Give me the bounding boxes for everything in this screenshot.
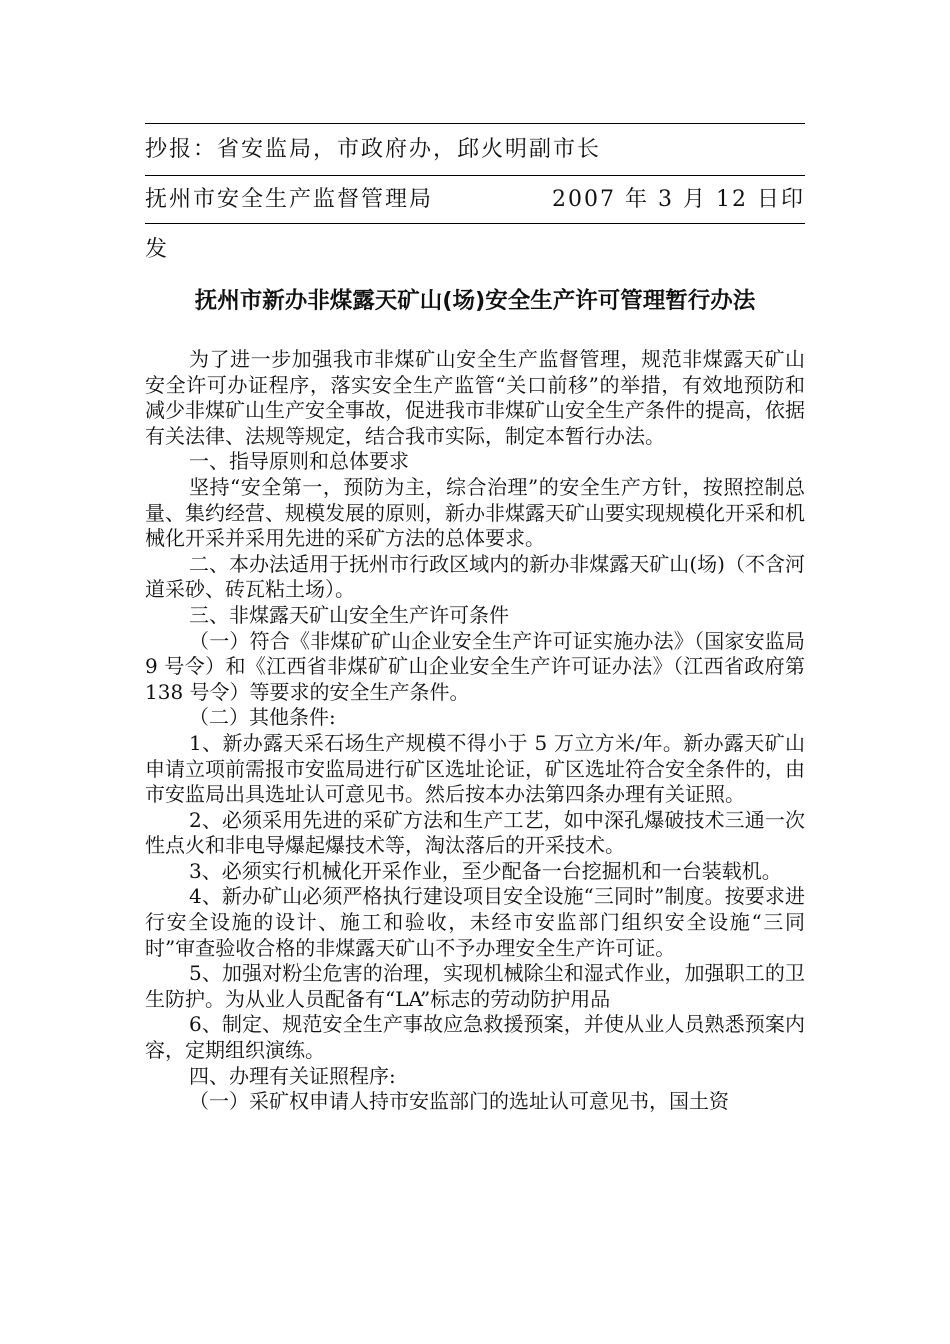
section-heading-4: 四、办理有关证照程序: bbox=[189, 1063, 396, 1088]
body-paragraph: （一）符合《非煤矿矿山企业安全生产许可证实施办法》（国家安监局 9 号令）和《江西省非煤矿矿山企业安全生产许可证办法》（江西省政府第 138 号令）等要求的安全生产条件。 bbox=[145, 628, 805, 704]
cc-line: 抄报：省安监局，市政府办，邱火明副市长 bbox=[145, 137, 602, 162]
issuer-name: 抚州市安全生产监督管理局 bbox=[145, 187, 434, 212]
section-heading-1: 一、指导原则和总体要求 bbox=[189, 449, 409, 474]
issue-suffix: 发 bbox=[145, 237, 170, 262]
body-paragraph: 坚持“安全第一，预防为主，综合治理”的安全生产方针，按照控制总量、集约经营、规模发展的原则，新办非煤露天矿山要实现规模化开采和机械化开采并采用先进的采矿方法的总体要求。 bbox=[145, 474, 805, 551]
issue-date: 2007 年 3 月 12 日印 bbox=[552, 187, 805, 212]
subsection-heading: （二）其他条件: bbox=[189, 705, 336, 730]
document-body bbox=[145, 347, 805, 1115]
list-item: 6、制定、规范安全生产事故应急救援预案，并使从业人员熟悉预案内容，定期组织演练。 bbox=[145, 1012, 805, 1063]
list-item: 4、新办矿山必须严格执行建设项目安全设施“三同时”制度。按要求进行安全设施的设计、施工和验收，未经市安监部门组织安全设施“三同时”审查验收合格的非煤露天矿山不予办理安全生产许可证。 bbox=[145, 884, 805, 960]
issuer-line bbox=[145, 186, 805, 214]
preamble-paragraph: 为了进一步加强我市非煤矿山安全生产监督管理，规范非煤露天矿山安全许可办证程序，落实安全生产监管“关口前移”的举措，有效地预防和减少非煤矿山生产安全事故，促进我市非煤矿山安全生产条件的提高，依据有关法律、法规等规定，结合我市实际，制定本暂行办法。 bbox=[145, 347, 805, 448]
cc-divider bbox=[145, 175, 805, 176]
list-item: 2、必须采用先进的采矿方法和生产工艺，如中深孔爆破技术三通一次性点火和非电导爆起爆技术等，淘汰落后的开采技术。 bbox=[145, 807, 805, 858]
list-item: 3、必须实行机械化开采作业，至少配备一台挖掘机和一台装载机。 bbox=[189, 858, 782, 883]
body-paragraph: （一）采矿权申请人持市安监部门的选址认可意见书，国土资 bbox=[189, 1089, 729, 1114]
list-item: 1、新办露天采石场生产规模不得小于 5 万立方米/年。新办露天矿山申请立项前需报市安监局进行矿区选址论证，矿区选址符合安全条件的，由市安监局出具选址认可意见书。然后按本办法第四条办理有关证照。 bbox=[145, 730, 805, 807]
document-title: 抚州市新办非煤露天矿山(场)安全生产许可管理暂行办法 bbox=[194, 288, 756, 314]
section-heading-3: 三、非煤露天矿山安全生产许可条件 bbox=[189, 602, 509, 627]
list-item: 5、加强对粉尘危害的治理，实现机械除尘和湿式作业，加强职工的卫生防护。为从业人员配备有“LA”标志的劳动防护用品 bbox=[145, 961, 805, 1011]
issuer-divider bbox=[145, 223, 805, 224]
section-heading-2: 二、本办法适用于抚州市行政区域内的新办非煤露天矿山(场)（不含河道采砂、砖瓦粘土场）。 bbox=[145, 551, 805, 602]
top-divider bbox=[145, 123, 805, 124]
